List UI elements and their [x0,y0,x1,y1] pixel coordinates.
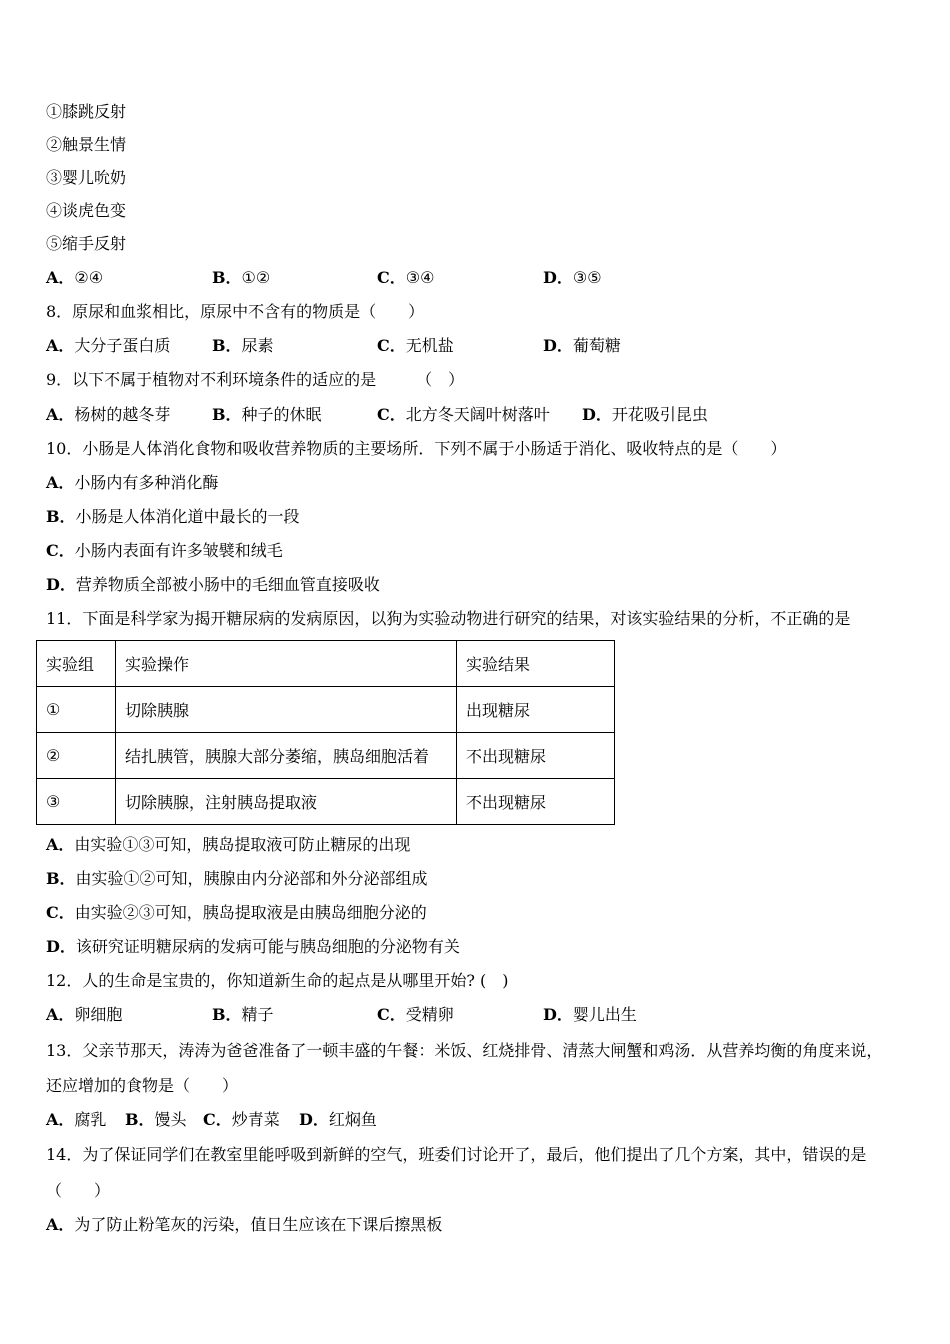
table-cell: 切除胰腺 [116,687,457,733]
table-cell: 结扎胰管，胰腺大部分萎缩，胰岛细胞活着 [116,733,457,779]
q10-option-b: B．小肠是人体消化道中最长的一段 [46,507,300,526]
q7-option-d: D．③⑤ [543,268,602,287]
q9-option-c: C．北方冬天阔叶树落叶 [377,405,550,424]
table-row [37,779,615,825]
q7-item-5: ⑤缩手反射 [46,234,127,253]
q8-option-a: A．大分子蛋白质 [46,336,171,355]
table-cell: ② [37,733,116,779]
q7-option-c: C．③④ [377,268,435,287]
q9-option-b: B．种子的休眠 [212,405,322,424]
q8-stem: 8．原尿和血浆相比，原尿中不含有的物质是（ ） [46,302,425,321]
q14-stem-line2: （ ） [46,1181,111,1200]
table-cell: ① [37,687,116,733]
q8-option-c: C．无机盐 [377,336,454,355]
table-header-cell: 实验操作 [116,641,457,687]
q9-option-d: D．开花吸引昆虫 [582,405,708,424]
q11-option-b: B．由实验①②可知，胰腺由内分泌部和外分泌部组成 [46,869,428,888]
q7-option-b: B．①② [212,268,271,287]
q14-stem-line1: 14．为了保证同学们在教室里能呼吸到新鲜的空气，班委们讨论开了，最后，他们提出了几个方案，其中，错误的是 [46,1145,867,1164]
q8-option-d: D．葡萄糖 [543,336,621,355]
q13-stem-line1: 13．父亲节那天，涛涛为爸爸准备了一顿丰盛的午餐：米饭、红烧排骨、清蒸大闸蟹和鸡汤．从营养均衡的角度来说， [46,1041,883,1060]
q12-option-b: B．精子 [212,1005,274,1024]
table-cell: 不出现糖尿 [457,779,615,825]
q8-option-b: B．尿素 [212,336,274,355]
q12-stem: 12．人的生命是宝贵的，你知道新生命的起点是从哪里开始? ( ) [46,971,509,990]
q9-stem: 9．以下不属于植物对不利环境条件的适应的是 （ ） [46,370,465,389]
q13-stem-line2: 还应增加的食物是（ ） [46,1076,239,1095]
q11-stem: 11．下面是科学家为揭开糖尿病的发病原因，以狗为实验动物进行研究的结果，对该实验结果的分析，不正确的是 [46,609,851,628]
q14-option-a: A．为了防止粉笔灰的污染，值日生应该在下课后擦黑板 [46,1215,443,1234]
q10-stem: 10．小肠是人体消化食物和吸收营养物质的主要场所．下列不属于小肠适于消化、吸收特点的是（ ） [46,439,787,458]
q12-option-c: C．受精卵 [377,1005,454,1024]
table-cell: 出现糖尿 [457,687,615,733]
q10-option-d: D．营养物质全部被小肠中的毛细血管直接吸收 [46,575,380,594]
q13-option-c: C．炒青菜 [203,1110,280,1129]
table-header-cell: 实验结果 [457,641,615,687]
table-cell: 切除胰腺，注射胰岛提取液 [116,779,457,825]
q11-option-d: D．该研究证明糖尿病的发病可能与胰岛细胞的分泌物有关 [46,937,460,956]
q11-option-a: A．由实验①③可知，胰岛提取液可防止糖尿的出现 [46,835,411,854]
experiment-table [36,640,615,825]
q7-item-3: ③婴儿吮奶 [46,168,127,187]
table-row [37,733,615,779]
q9-option-a: A．杨树的越冬芽 [46,405,171,424]
q12-option-d: D．婴儿出生 [543,1005,637,1024]
q11-option-c: C．由实验②③可知，胰岛提取液是由胰岛细胞分泌的 [46,903,427,922]
table-cell: ③ [37,779,116,825]
q7-option-a: A．②④ [46,268,104,287]
q10-option-c: C．小肠内表面有许多皱襞和绒毛 [46,541,283,560]
table-cell: 不出现糖尿 [457,733,615,779]
q7-item-4: ④谈虎色变 [46,201,127,220]
table-header-row [37,641,615,687]
q7-item-2: ②触景生情 [46,135,127,154]
q12-option-a: A．卵细胞 [46,1005,123,1024]
table-row [37,687,615,733]
q13-option-a: A．腐乳 [46,1110,107,1129]
q10-option-a: A．小肠内有多种消化酶 [46,473,219,492]
q7-item-1: ①膝跳反射 [46,102,127,121]
table-header-cell: 实验组 [37,641,116,687]
q13-option-b: B．馒头 [125,1110,187,1129]
q13-option-d: D．红焖鱼 [299,1110,377,1129]
